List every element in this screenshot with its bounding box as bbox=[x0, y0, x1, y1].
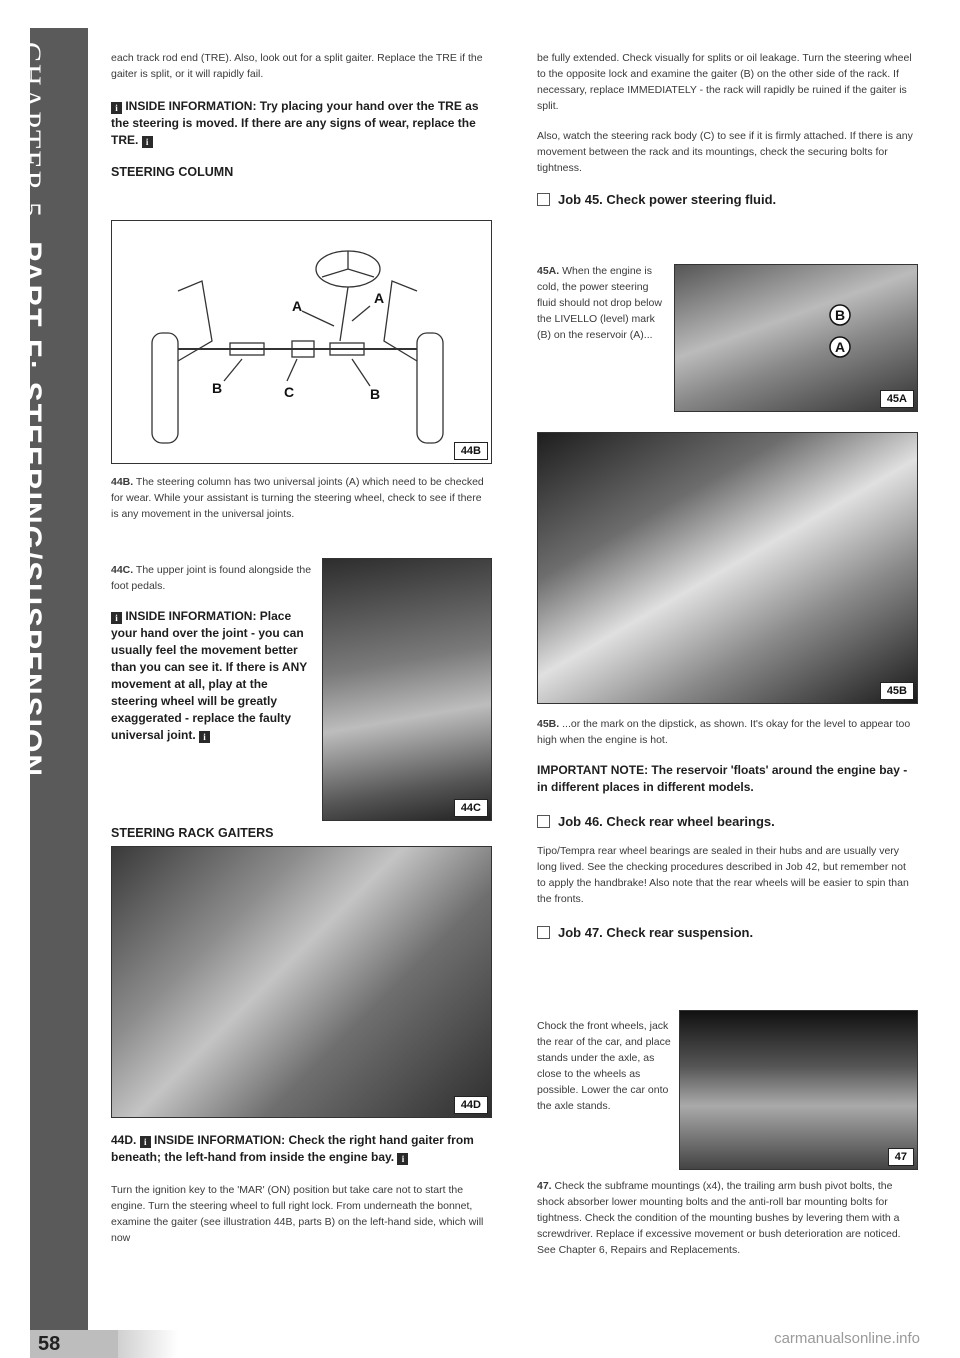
left-column-44c bbox=[111, 562, 316, 744]
heading-rack-wrap bbox=[111, 826, 491, 840]
caption-44d-text: INSIDE INFORMATION: Check the right hand gaiter from beneath; the left-hand from inside the engine bay. bbox=[111, 1133, 474, 1164]
left-wheel bbox=[152, 333, 178, 443]
left-column-bottom bbox=[111, 1132, 491, 1246]
caption-44b bbox=[111, 474, 491, 522]
caption-47 bbox=[537, 1178, 917, 1258]
inside-info-tre-text: INSIDE INFORMATION: Try placing your hand over the TRE as the steering is moved. If there are any signs of wear, replace the TRE. bbox=[111, 99, 479, 147]
checkbox-icon bbox=[537, 815, 550, 828]
caption-47-text: Check the subframe mountings (x4), the trailing arm bush pivot bolts, the shock absorber lower mounting bolts and the anti-roll bar mounting bolts for tightness. Check the condition of the mounting bushes by levering them with a screwdriver. Replace if excessive movement or bush deterioration are noticed. See Chapter 6, Repairs and Replacements. bbox=[537, 1180, 901, 1256]
job-47-text: Chock the front wheels, jack the rear of the car, and place stands under the axle, as close to the wheels as possible. Lower the car onto the axle stands. bbox=[537, 1020, 671, 1112]
figure-tag-45b: 45B bbox=[880, 682, 914, 700]
right-wheel bbox=[417, 333, 443, 443]
caption-47-number: 47. bbox=[537, 1180, 552, 1192]
intro-paragraph: each track rod end (TRE). Also, look out for a split gaiter. Replace the TRE if the gaiter is split, or it will rapidly fail. bbox=[111, 52, 483, 80]
steering-column-shaft bbox=[340, 287, 348, 341]
figure-tag-44c: 44C bbox=[454, 799, 488, 817]
caption-44c-text: The upper joint is found alongside the foot pedals. bbox=[111, 564, 312, 592]
left-column-top bbox=[111, 50, 491, 179]
watermark: carmanualsonline.info bbox=[774, 1330, 920, 1347]
caption-45a bbox=[537, 263, 669, 343]
info-icon: i bbox=[397, 1153, 408, 1165]
caption-44d-number: 44D. bbox=[111, 1133, 137, 1147]
inside-info-tre bbox=[111, 98, 491, 149]
info-icon: i bbox=[111, 102, 122, 114]
heading-steering-rack-gaiters: STEERING RACK GAITERS bbox=[111, 826, 274, 840]
figure-44d-photo bbox=[111, 846, 492, 1118]
important-note: IMPORTANT NOTE: The reservoir 'floats' around the engine bay - in different places in different models. bbox=[537, 763, 908, 794]
job-45-heading: Job 45. Check power steering fluid. bbox=[537, 192, 917, 207]
inside-info-joint bbox=[111, 608, 316, 744]
job-47-intro bbox=[537, 1018, 675, 1114]
caption-45a-number: 45A. bbox=[537, 265, 560, 277]
info-icon: i bbox=[199, 731, 210, 743]
caption-44b-number: 44B. bbox=[111, 476, 134, 488]
job-46-text: Tipo/Tempra rear wheel bearings are sealed in their hubs and are usually very long lived. See the checking procedures described in Job 42, but remember not to apply the handbrake! Also note that the rear wheels will be easier to spin than the fronts. bbox=[537, 845, 909, 905]
figure-tag-44d: 44D bbox=[454, 1096, 488, 1114]
diagram-label-b2: B bbox=[370, 386, 381, 402]
diagram-label-a2: A bbox=[374, 290, 385, 306]
also-paragraph: Also, watch the steering rack body (C) to see if it is firmly attached. If there is any movement between the rack and its mountings, check the securing bolts for tightness. bbox=[537, 130, 913, 174]
steering-column-diagram bbox=[112, 221, 491, 463]
figure-tag-44b: 44B bbox=[454, 442, 488, 460]
heading-steering-column: STEERING COLUMN bbox=[111, 165, 234, 179]
continued-paragraph: be fully extended. Check visually for splits or oil leakage. Turn the steering wheel to the opposite lock and examine the gaiter (B) on the other side of the rack. If necessary, replace IMMEDIATELY - the rack will rapidly be ruined if the gaiter is split. bbox=[537, 52, 912, 112]
page-number-fade bbox=[118, 1330, 178, 1358]
caption-45a-text: When the engine is cold, the power steering fluid should not drop below the LIVELLO (level) mark (B) on the reservoir (A)... bbox=[537, 265, 662, 341]
diagram-label-a1: A bbox=[292, 298, 303, 314]
sidebar-title bbox=[1, 42, 59, 778]
part-label: PART F: STEERING/SUSPENSION bbox=[14, 241, 47, 779]
right-column-top bbox=[537, 50, 917, 207]
checkbox-icon bbox=[537, 193, 550, 206]
caption-45b-number: 45B. bbox=[537, 718, 560, 730]
caption-44d bbox=[111, 1132, 491, 1166]
figure-47-photo bbox=[679, 1010, 918, 1170]
figure-tag-45a: 45A bbox=[880, 390, 914, 408]
turn-ignition-paragraph: Turn the ignition key to the 'MAR' (ON) position but take care not to start the engine. Turn the steering wheel to full right lock. From underneath the bonnet, examine the gaiter (see illustration 44B, parts B) on the left-hand side, which will now bbox=[111, 1184, 484, 1244]
caption-45b-text: ...or the mark on the dipstick, as shown. It's okay for the level to appear too high when the engine is hot. bbox=[537, 718, 911, 746]
diagram-label-b1: B bbox=[212, 380, 223, 396]
job-46-heading: Job 46. Check rear wheel bearings. bbox=[537, 814, 917, 829]
checkbox-icon bbox=[537, 926, 550, 939]
figure-44b-diagram bbox=[111, 220, 492, 464]
callout-label-b: B bbox=[835, 307, 846, 323]
job-47-heading: Job 47. Check rear suspension. bbox=[537, 925, 917, 940]
caption-44c-number: 44C. bbox=[111, 564, 134, 576]
inside-info-joint-text: INSIDE INFORMATION: Place your hand over the joint - you can usually feel the movement better than you can see it. If there is ANY movement at all, play at the steering wheel will be greatly exaggerated - replace the faulty universal joint. bbox=[111, 609, 308, 742]
chapter-label: CHAPTER 5 bbox=[14, 42, 47, 220]
callout-label-a: A bbox=[835, 339, 846, 355]
info-icon: i bbox=[111, 612, 122, 624]
diagram-label-c: C bbox=[284, 384, 295, 400]
figure-44c-photo bbox=[322, 558, 492, 821]
caption-44b-text: The steering column has two universal joints (A) which need to be checked for wear. While your assistant is turning the steering wheel, check to see if there is any movement in the universal joints. bbox=[111, 476, 484, 520]
info-icon: i bbox=[142, 136, 153, 148]
page-number: 58 bbox=[30, 1330, 118, 1358]
figure-45b-photo bbox=[537, 432, 918, 704]
figure-45a-photo bbox=[674, 264, 918, 412]
info-icon: i bbox=[140, 1136, 151, 1148]
figure-tag-47: 47 bbox=[888, 1148, 914, 1166]
right-column-middle bbox=[537, 716, 917, 940]
